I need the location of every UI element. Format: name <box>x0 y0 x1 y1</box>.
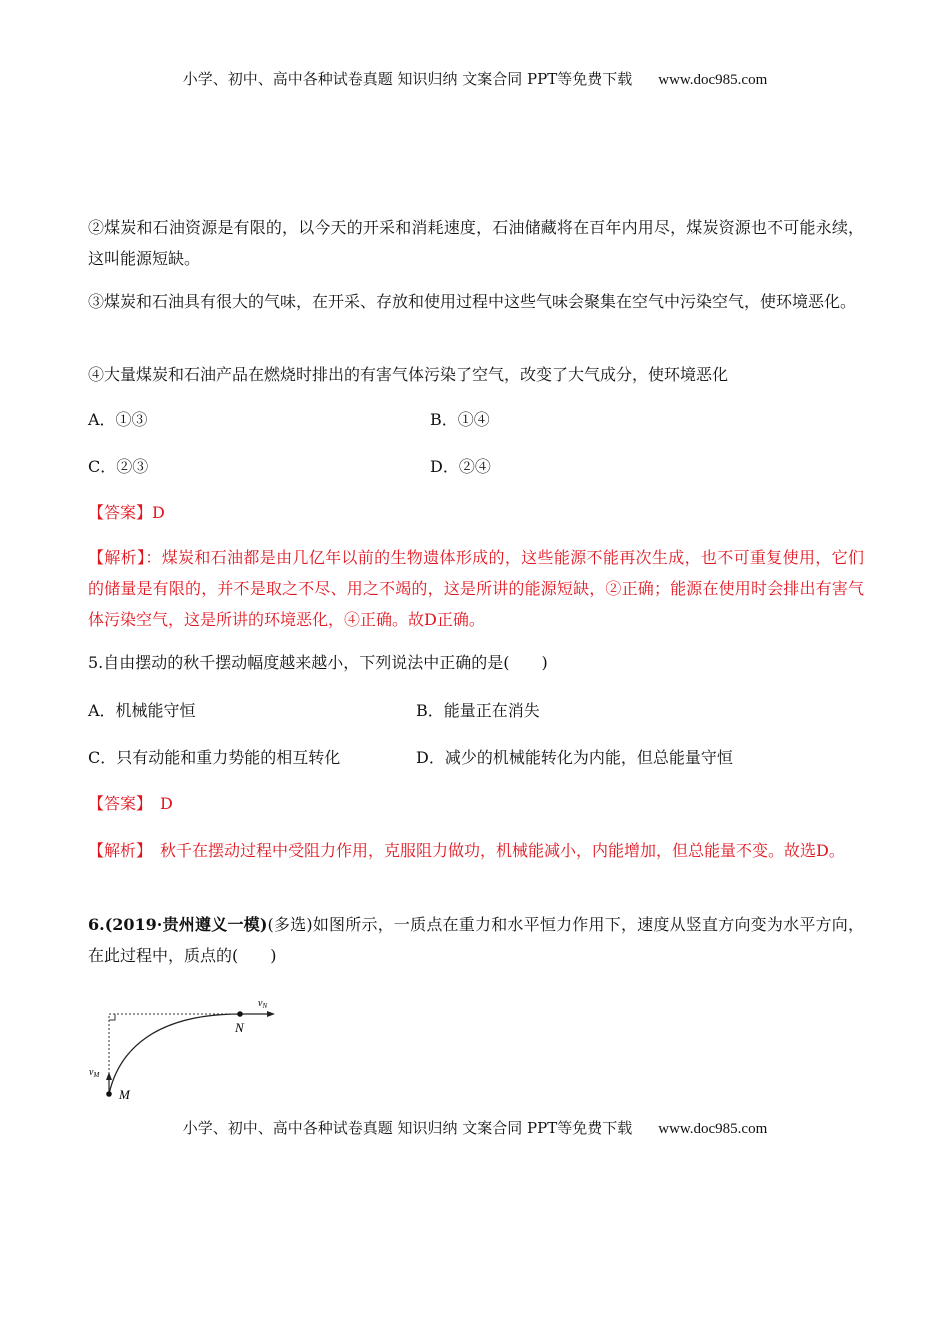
m-label: M <box>119 1087 130 1102</box>
q4-analysis-label: 【解析】 <box>88 548 146 567</box>
vm-arrowhead <box>106 1072 112 1080</box>
q4-option-d: D．②④ <box>430 457 491 476</box>
q4-item-2: ②煤炭和石油资源是有限的，以今天的开采和消耗速度，石油储藏将在百年内用尽，煤炭资源也不可能永续，这叫能源短缺。 <box>88 218 864 268</box>
q6-stem <box>88 909 864 971</box>
page-header <box>0 68 950 89</box>
q4-analysis <box>88 542 864 635</box>
q5-option-d: D．减少的机械能转化为内能，但总能量守恒 <box>416 748 733 767</box>
q5-analysis <box>88 835 864 866</box>
header-text: 小学、初中、高中各种试卷真题 知识归纳 文案合同 PPT等免费下载 <box>182 70 633 88</box>
vm-label: $v_M$ <box>89 1067 100 1079</box>
header-url[interactable]: www.doc985.com <box>658 72 768 88</box>
vn-arrowhead <box>267 1011 275 1017</box>
footer-url[interactable]: www.doc985.com <box>658 1121 768 1137</box>
q4-option-a: A．①③ <box>88 410 148 429</box>
vn-label: $v_N$ <box>258 998 268 1010</box>
n-label: N <box>235 1020 244 1035</box>
point-m <box>106 1091 112 1097</box>
q5-option-a: A．机械能守恒 <box>88 701 196 720</box>
q4-option-c: C．②③ <box>88 457 149 476</box>
q4-option-b: B．①④ <box>430 410 490 429</box>
q4-item-3: ③煤炭和石油具有很大的气味，在开采、存放和使用过程中这些气味会聚集在空气中污染空气，使环境恶化。 <box>88 292 857 311</box>
q5-analysis-label: 【解析】 <box>88 841 145 860</box>
q4-answer: 【答案】D <box>88 503 165 522</box>
q5-stem: 5.自由摆动的秋千摆动幅度越来越小，下列说法中正确的是( ) <box>88 653 548 672</box>
q5-analysis-text: 秋千在摆动过程中受阻力作用，克服阻力做功，机械能减小，内能增加，但总能量不变。故选D。 <box>144 841 845 860</box>
q5-option-b: B．能量正在消失 <box>416 701 540 720</box>
point-n <box>237 1011 243 1017</box>
q6-stem-text: (多选)如图所示，一质点在重力和水平恒力作用下，速度从竖直方向变为水平方向，在此过程中，质点的( ) <box>88 915 864 965</box>
right-angle-mark <box>109 1014 115 1020</box>
footer-text: 小学、初中、高中各种试卷真题 知识归纳 文案合同 PPT等免费下载 <box>182 1119 633 1137</box>
q4-item-4: ④大量煤炭和石油产品在燃烧时排出的有害气体污染了空气，改变了大气成分，使环境恶化 <box>88 365 729 384</box>
q5-option-c: C．只有动能和重力势能的相互转化 <box>88 748 341 767</box>
q6-figure <box>85 990 295 1102</box>
q4-analysis-text: ：煤炭和石油都是由几亿年以前的生物遗体形成的，这些能源不能再次生成，也不可重复使用，它们的储量是有限的，并不是取之不尽、用之不竭的，这是所讲的能源短缺，②正确；能源在使用时会排出有害气体污染空气，这是所讲的环境恶化，④正确。故D正确。 <box>88 548 864 629</box>
q6-number: 6. <box>88 915 105 934</box>
q6-source: (2019·贵州遵义一模) <box>104 915 268 934</box>
q5-answer: 【答案】 D <box>88 794 173 813</box>
page-footer <box>0 1117 950 1138</box>
trajectory-curve <box>109 1014 240 1094</box>
